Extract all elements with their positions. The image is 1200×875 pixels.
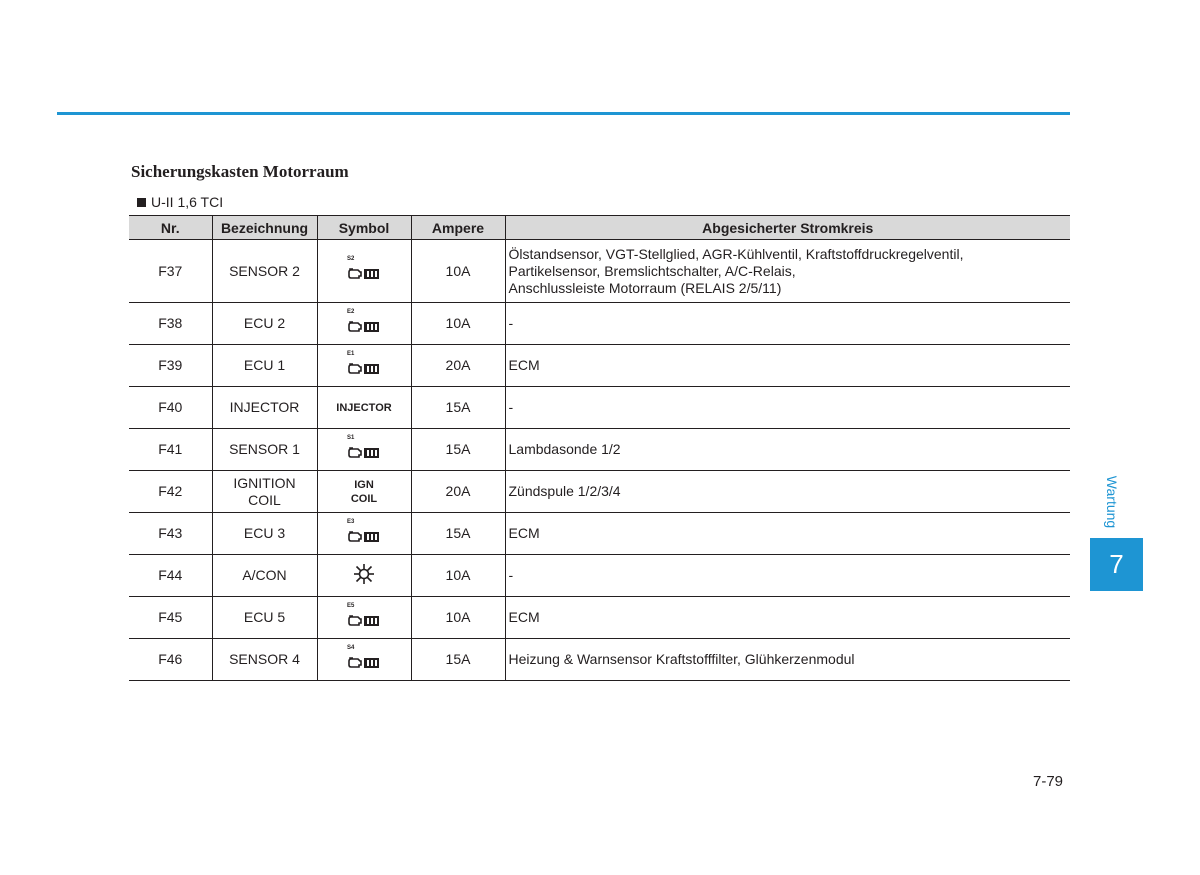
circuit-line: Ölstandsensor, VGT-Stellglied, AGR-Kühlventil, Kraftstoffdruckregelventil, <box>508 245 964 262</box>
symbol-superscript: S4 <box>347 644 355 651</box>
column-header: Abgesicherter Stromkreis <box>505 216 1070 240</box>
engine-icon <box>347 655 381 669</box>
symbol-superscript: E1 <box>347 350 355 357</box>
fuse-symbol <box>317 303 411 345</box>
fuse-table <box>129 215 1070 681</box>
fuse-ampere: 10A <box>411 303 505 345</box>
fuse-ampere: 10A <box>411 597 505 639</box>
symbol-superscript: S2 <box>347 256 355 262</box>
fuse-ampere: 15A <box>411 387 505 429</box>
fuse-ampere: 20A <box>411 471 505 513</box>
fuse-circuit <box>505 639 1070 681</box>
engine-symbol <box>347 644 381 669</box>
subtitle <box>137 194 223 210</box>
circuit-line: Partikelsensor, Bremslichtschalter, A/C-Relais, <box>508 262 796 279</box>
circuit-line: Heizung & Warnsensor Kraftstofffilter, Glühkerzenmodul <box>508 651 855 667</box>
fuse-symbol <box>317 240 411 303</box>
fuse-name: ECU 2 <box>212 303 317 345</box>
section-title: Sicherungskasten Motorraum <box>131 162 349 181</box>
table-row <box>129 345 1070 387</box>
table-body <box>129 240 1070 681</box>
table-row <box>129 555 1070 597</box>
fuse-symbol <box>317 639 411 681</box>
circuit-line: ECM <box>508 525 540 541</box>
fuse-number: F43 <box>129 513 212 555</box>
column-header: Symbol <box>317 216 411 240</box>
engine-icon <box>347 529 381 543</box>
fuse-ampere: 15A <box>411 429 505 471</box>
engine-symbol <box>347 434 381 459</box>
square-bullet-icon <box>137 198 146 207</box>
engine-symbol <box>347 602 381 627</box>
top-rule <box>57 112 1070 115</box>
side-tab-label <box>1099 470 1125 538</box>
chapter-number-box: 7 <box>1090 538 1143 591</box>
fuse-name: A/CON <box>212 555 317 597</box>
side-tab-text: Wartung <box>1104 475 1120 529</box>
fuse-number: F38 <box>129 303 212 345</box>
fuse-symbol <box>317 345 411 387</box>
engine-icon <box>347 266 381 280</box>
snowflake-icon <box>353 563 375 585</box>
engine-icon <box>347 445 381 459</box>
engine-icon <box>347 361 381 375</box>
table-row <box>129 387 1070 429</box>
fuse-name: ECU 5 <box>212 597 317 639</box>
snowflake-symbol <box>353 563 375 589</box>
fuse-name-line: IGNITION <box>233 474 296 491</box>
fuse-ampere: 20A <box>411 345 505 387</box>
circuit-line: Zündspule 1/2/3/4 <box>508 483 621 499</box>
fuse-symbol <box>317 597 411 639</box>
fuse-number: F41 <box>129 429 212 471</box>
fuse-number: F44 <box>129 555 212 597</box>
fuse-number: F46 <box>129 639 212 681</box>
fuse-circuit <box>505 240 1070 303</box>
page-number: 7-79 <box>1033 773 1064 790</box>
circuit-line: - <box>508 315 514 331</box>
fuse-ampere: 10A <box>411 555 505 597</box>
engine-symbol <box>347 258 381 280</box>
fuse-symbol <box>317 471 411 513</box>
fuse-name: INJECTOR <box>212 387 317 429</box>
table-row <box>129 597 1070 639</box>
fuse-number: F42 <box>129 471 212 513</box>
circuit-line: - <box>508 399 514 415</box>
fuse-number: F45 <box>129 597 212 639</box>
engine-symbol <box>347 308 381 333</box>
symbol-superscript: E3 <box>347 518 355 525</box>
circuit-line: Lambdasonde 1/2 <box>508 441 621 457</box>
column-header: Nr. <box>129 216 212 240</box>
fuse-symbol <box>317 429 411 471</box>
fuse-ampere: 15A <box>411 513 505 555</box>
fuse-circuit <box>505 513 1070 555</box>
symbol-text: COIL <box>350 492 378 505</box>
circuit-line: - <box>508 567 514 583</box>
fuse-circuit <box>505 471 1070 513</box>
fuse-symbol <box>317 513 411 555</box>
table-row <box>129 471 1070 513</box>
fuse-number: F37 <box>129 240 212 303</box>
fuse-symbol <box>317 387 411 429</box>
fuse-circuit <box>505 345 1070 387</box>
circuit-line: ECM <box>508 357 540 373</box>
fuse-circuit <box>505 597 1070 639</box>
circuit-line: ECM <box>508 609 540 625</box>
column-header: Ampere <box>411 216 505 240</box>
engine-icon <box>347 319 381 333</box>
symbol-superscript: E5 <box>347 602 355 609</box>
circuit-line: Anschlussleiste Motorraum (RELAIS 2/5/11) <box>508 279 782 296</box>
symbol-text: IGN <box>354 478 374 491</box>
table-header-row <box>129 216 1070 240</box>
table-row <box>129 429 1070 471</box>
fuse-number: F40 <box>129 387 212 429</box>
symbol-superscript: S1 <box>347 434 355 441</box>
table-row <box>129 240 1070 303</box>
table-row <box>129 303 1070 345</box>
subtitle-text: U-II 1,6 TCI <box>151 194 224 210</box>
symbol-superscript: E2 <box>347 308 355 315</box>
table-row <box>129 639 1070 681</box>
symbol-text: INJECTOR <box>336 401 392 414</box>
fuse-name: SENSOR 4 <box>212 639 317 681</box>
table-row <box>129 513 1070 555</box>
fuse-ampere: 15A <box>411 639 505 681</box>
fuse-ampere: 10A <box>411 240 505 303</box>
fuse-circuit <box>505 555 1070 597</box>
fuse-symbol <box>317 555 411 597</box>
fuse-name: ECU 3 <box>212 513 317 555</box>
fuse-name: ECU 1 <box>212 345 317 387</box>
fuse-circuit <box>505 303 1070 345</box>
fuse-name: SENSOR 2 <box>212 240 317 303</box>
fuse-number: F39 <box>129 345 212 387</box>
engine-icon <box>347 613 381 627</box>
engine-symbol <box>347 518 381 543</box>
fuse-circuit <box>505 387 1070 429</box>
engine-symbol <box>347 350 381 375</box>
column-header: Bezeichnung <box>212 216 317 240</box>
fuse-circuit <box>505 429 1070 471</box>
fuse-name: SENSOR 1 <box>212 429 317 471</box>
fuse-name <box>212 471 317 513</box>
fuse-name-line: COIL <box>248 491 281 508</box>
